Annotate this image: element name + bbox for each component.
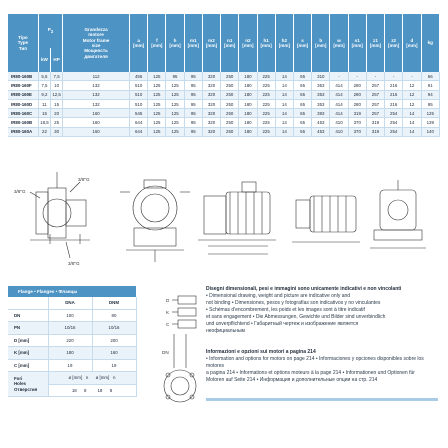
table-cell: 91 (421, 81, 440, 90)
table-cell: 66 (421, 72, 440, 81)
table-cell: 95 (184, 72, 202, 81)
table-cell: - (348, 72, 366, 81)
options-line: a pagina 214 • Informations et options moteurs à la page 214 • Informationen und Optionen für (206, 370, 415, 376)
table-cell: 11 (38, 99, 50, 108)
table-cell: 644 (130, 118, 148, 127)
dimension-table (8, 14, 440, 137)
table-cell: 414 (330, 90, 348, 99)
table-cell: 125 (148, 90, 166, 99)
table-cell: 125 (148, 109, 166, 118)
options-line: Motoren auf Seite 214 • Информация и дополнительные опции на стр. 214 (206, 377, 378, 383)
table-cell: 140 (421, 127, 440, 136)
holes-values: 18 8 18 8 (48, 384, 136, 397)
flange-cell: PN (8, 322, 48, 335)
flange-cell: DN (8, 309, 48, 322)
col-header-s: s [mm] (293, 14, 311, 72)
flange-cell: 10/16 (48, 322, 92, 335)
table-cell: 14 (275, 81, 293, 90)
table-cell: 65 (293, 99, 311, 108)
flange-row (8, 347, 136, 360)
table-cell: 180 (239, 118, 257, 127)
table-cell: 12,5 (51, 90, 63, 99)
table-cell: 95 (421, 99, 440, 108)
holes-units: ø [mm] n ø [mm] n (48, 372, 136, 385)
table-cell: 257 (366, 99, 384, 108)
flange-col-header (8, 297, 48, 309)
base-front-view (370, 176, 428, 266)
notes-line: • Schémas d'encombrement, les poids et les images sont à titre indicatif (206, 307, 365, 313)
table-cell: 225 (257, 72, 275, 81)
col-header-kg: kg (421, 14, 440, 72)
table-cell: 125 (166, 99, 184, 108)
table-cell: 320 (202, 127, 220, 136)
table-cell: 370 (348, 127, 366, 136)
col-header-b: b [mm] (312, 14, 330, 72)
flange-label-c: C (166, 322, 170, 327)
table-cell: 250 (221, 127, 239, 136)
table-cell: 132 (63, 81, 130, 90)
table-cell: 20 (51, 109, 63, 118)
table-cell: 132 (63, 99, 130, 108)
table-cell: 14 (275, 127, 293, 136)
table-cell: 12 (403, 81, 421, 90)
motor-top-view (292, 176, 362, 266)
flange-holes-row (8, 372, 136, 385)
table-cell: 132 (63, 90, 130, 99)
col-header-m2: m2 [mm] (202, 14, 220, 72)
table-cell: 125 (148, 81, 166, 90)
table-cell: 254 (385, 127, 403, 136)
table-cell: 14 (403, 109, 421, 118)
table-row (8, 81, 440, 90)
table-cell: 280 (348, 81, 366, 90)
table-cell: 95 (184, 109, 202, 118)
table-cell: 310 (312, 72, 330, 81)
notes-line: not binding • Dimensiones, pesos y fotografías son indicativos y no vinculantes (206, 300, 381, 306)
table-cell: 22 (38, 127, 50, 136)
flange-table-block (8, 286, 136, 397)
flange-label-d: D (166, 298, 170, 303)
col-header-h1: h1 [mm] (257, 14, 275, 72)
table-cell: 410 (330, 118, 348, 127)
table-cell: IR80-160C (8, 109, 38, 118)
table-cell: 410 (330, 127, 348, 136)
table-cell: 320 (202, 72, 220, 81)
table-cell: 125 (148, 127, 166, 136)
table-cell: 180 (239, 127, 257, 136)
table-cell: 25 (51, 118, 63, 127)
col-header-m1: m1 [mm] (184, 14, 202, 72)
table-cell: 15 (38, 109, 50, 118)
col-header-f: f [mm] (148, 14, 166, 72)
table-cell: 94 (421, 90, 440, 99)
table-cell: 254 (385, 118, 403, 127)
table-cell: 353 (312, 99, 330, 108)
flange-row (8, 334, 136, 347)
flange-label-dn: DN (162, 350, 169, 355)
table-cell: 95 (184, 81, 202, 90)
flange-cell: K [mm] (8, 347, 48, 360)
col-header-d: d [mm] (403, 14, 421, 72)
kw-header: kW (38, 48, 50, 72)
table-row (8, 118, 440, 127)
table-cell: 250 (221, 99, 239, 108)
table-cell: 225 (257, 90, 275, 99)
table-cell: 10 (51, 81, 63, 90)
table-cell: 139 (421, 118, 440, 127)
table-cell: 320 (202, 118, 220, 127)
options-body (206, 356, 438, 384)
col-header-z2: z2 [mm] (385, 14, 403, 72)
table-cell: - (366, 72, 384, 81)
table-cell: IR80-160B (8, 72, 38, 81)
table-cell: 15 (51, 99, 63, 108)
flange-title: Flange • Flanges • Фланцы (8, 286, 136, 297)
pump-side-view (10, 162, 100, 272)
table-cell: 319 (348, 109, 366, 118)
flange-col-header: DNM (92, 297, 136, 309)
table-cell: 510 (130, 99, 148, 108)
table-cell: 216 (385, 99, 403, 108)
table-cell: - (330, 72, 348, 81)
table-cell: 414 (330, 99, 348, 108)
table-cell: 453 (312, 127, 330, 136)
notes-body (206, 293, 438, 335)
table-cell: 393 (312, 109, 330, 118)
table-cell: 453 (312, 118, 330, 127)
flange-header-row (8, 297, 136, 309)
table-cell: 510 (130, 90, 148, 99)
flange-row (8, 309, 136, 322)
flange-col-header: DNA (48, 297, 92, 309)
table-cell: - (403, 72, 421, 81)
gauge-label-2: 3/8"G (78, 177, 90, 182)
table-cell: 125 (166, 127, 184, 136)
table-cell: 320 (202, 99, 220, 108)
table-cell: 14 (275, 99, 293, 108)
flange-cell: 19 (48, 359, 92, 372)
table-cell: 30 (51, 127, 63, 136)
motor-size-header: Grandezza motore Motor frame size Мощность двигателя (63, 14, 130, 72)
table-cell: 455 (130, 72, 148, 81)
table-cell: 9,2 (38, 90, 50, 99)
table-cell: 250 (221, 72, 239, 81)
table-cell: 280 (348, 90, 366, 99)
table-cell: 18,5 (38, 118, 50, 127)
col-header-n1: n1 [mm] (221, 14, 239, 72)
col-header-n2: n2 [mm] (239, 14, 257, 72)
flange-label-k: K (166, 310, 170, 315)
col-header-a: a [mm] (130, 14, 148, 72)
table-cell: 225 (257, 127, 275, 136)
table-cell: 250 (221, 90, 239, 99)
flange-cell: 19 (92, 359, 136, 372)
table-cell: 125 (166, 90, 184, 99)
table-cell: 125 (166, 109, 184, 118)
notes-title: Disegni dimensionali, pesi e immagini sono unicamente indicativi e non vincolanti (206, 286, 402, 292)
table-cell: 125 (148, 72, 166, 81)
table-cell: 160 (63, 109, 130, 118)
table-cell: 414 (330, 81, 348, 90)
notes-line: et sans engagement • Die Abmessungen, Gewichte und Bilder sind unverbindlich (206, 314, 386, 320)
table-cell: 180 (239, 72, 257, 81)
table-cell: 250 (221, 81, 239, 90)
notes-block (206, 286, 438, 401)
table-cell: IR80-160F (8, 81, 38, 90)
flange-row (8, 322, 136, 335)
table-cell: 257 (366, 109, 384, 118)
table-cell: 319 (366, 127, 384, 136)
technical-drawings (0, 162, 432, 274)
power-header: $P_2$ (38, 14, 62, 48)
col-header-w: w [mm] (330, 14, 348, 72)
table-cell: 14 (275, 72, 293, 81)
flange-cell: 180 (48, 347, 92, 360)
table-cell: 225 (257, 118, 275, 127)
holes-label (8, 372, 48, 397)
table-cell: 180 (239, 81, 257, 90)
table-cell: 414 (330, 109, 348, 118)
table-cell: 7,5 (51, 72, 63, 81)
notes-line: • Dimensional drawing, weight and picture are indicative only and (206, 293, 351, 299)
flange-cell: 80 (92, 309, 136, 322)
table-cell: 353 (312, 81, 330, 90)
footer-bar (206, 398, 438, 401)
table-cell: IR80-160E (8, 90, 38, 99)
flange-cell: 160 (92, 347, 136, 360)
table-cell: 65 (293, 81, 311, 90)
table-cell: 95 (184, 90, 202, 99)
flange-cell: 220 (48, 334, 92, 347)
table-cell: 160 (63, 127, 130, 136)
table-cell: 14 (403, 127, 421, 136)
table-cell: 180 (239, 109, 257, 118)
table-cell: 14 (275, 109, 293, 118)
table-cell: 95 (184, 118, 202, 127)
table-cell: 125 (148, 99, 166, 108)
table-cell: 250 (221, 109, 239, 118)
table-cell: IR80-160B (8, 118, 38, 127)
table-row (8, 99, 440, 108)
datasheet (8, 14, 440, 137)
table-row (8, 90, 440, 99)
flange-drawing (150, 288, 206, 410)
table-cell: 257 (366, 90, 384, 99)
table-cell: 65 (293, 118, 311, 127)
table-cell: 65 (293, 90, 311, 99)
table-row (8, 127, 440, 136)
table-cell: IR80-160D (8, 99, 38, 108)
table-cell: 95 (166, 72, 184, 81)
table-cell: 280 (348, 99, 366, 108)
holes-label-line: Fori (14, 375, 23, 381)
col-header-s1: s1 [mm] (348, 14, 366, 72)
table-cell: 250 (221, 118, 239, 127)
table-cell: 216 (385, 81, 403, 90)
table-cell: 370 (348, 118, 366, 127)
table-cell: 225 (257, 109, 275, 118)
holes-label-line: Holes (14, 381, 26, 387)
table-cell: 12 (403, 99, 421, 108)
table-cell: 112 (63, 72, 130, 81)
notes-line: неофициальным (206, 328, 245, 334)
col-header-h: h [mm] (166, 14, 184, 72)
col-header-z1: z1 [mm] (366, 14, 384, 72)
flange-row (8, 359, 136, 372)
table-cell: 7,5 (38, 81, 50, 90)
options-line: • Information and options for motors on page 214 • Informaciones y opciones disponibles sobre los motores (206, 356, 424, 369)
table-cell: 65 (293, 72, 311, 81)
table-cell: 510 (130, 81, 148, 90)
table-cell: IR80-160A (8, 127, 38, 136)
table-cell: 320 (202, 90, 220, 99)
table-cell: 5,5 (38, 72, 50, 81)
flange-cell: 200 (92, 334, 136, 347)
table-cell: 225 (257, 99, 275, 108)
hp-header: HP (51, 48, 63, 72)
table-cell: 95 (184, 99, 202, 108)
table-cell: 353 (312, 90, 330, 99)
table-cell: 125 (421, 109, 440, 118)
flange-cell: D [mm] (8, 334, 48, 347)
table-cell: 125 (166, 81, 184, 90)
pump-front-view (120, 176, 190, 266)
motor-assembly-side (198, 176, 278, 266)
table-cell: 14 (403, 118, 421, 127)
options-title: Informazioni e opzioni sui motori a pagina 214 (206, 349, 316, 355)
table-cell: 95 (184, 127, 202, 136)
table-cell: 319 (366, 118, 384, 127)
table-cell: 160 (63, 118, 130, 127)
col-header-h2: h2 [mm] (275, 14, 293, 72)
table-cell: 254 (385, 109, 403, 118)
table-cell: 545 (130, 109, 148, 118)
table-cell: 644 (130, 127, 148, 136)
table-cell: - (385, 72, 403, 81)
table-cell: 216 (385, 90, 403, 99)
table-cell: 12 (403, 90, 421, 99)
table-cell: 320 (202, 81, 220, 90)
gauge-label-3: 3/8"G (68, 261, 80, 266)
flange-cell: 10/16 (92, 322, 136, 335)
gauge-label-1: 3/8"G (14, 189, 26, 194)
flange-cell: 100 (48, 309, 92, 322)
table-cell: 65 (293, 127, 311, 136)
holes-label-line: Отверстия (14, 386, 38, 392)
flange-table (8, 297, 137, 397)
table-cell: 180 (239, 90, 257, 99)
table-row (8, 72, 440, 81)
table-cell: 14 (275, 90, 293, 99)
type-header: Tipo Type Тип (8, 14, 38, 72)
table-cell: 125 (148, 118, 166, 127)
table-cell: 257 (366, 81, 384, 90)
table-cell: 125 (166, 118, 184, 127)
flange-cell: C [mm] (8, 359, 48, 372)
table-cell: 320 (202, 109, 220, 118)
table-cell: 65 (293, 109, 311, 118)
notes-line: und unverpflichtend • Габаритный чертеж и изображение является (206, 321, 359, 327)
table-cell: 225 (257, 81, 275, 90)
table-cell: 180 (239, 99, 257, 108)
table-cell: 14 (275, 118, 293, 127)
table-row (8, 109, 440, 118)
